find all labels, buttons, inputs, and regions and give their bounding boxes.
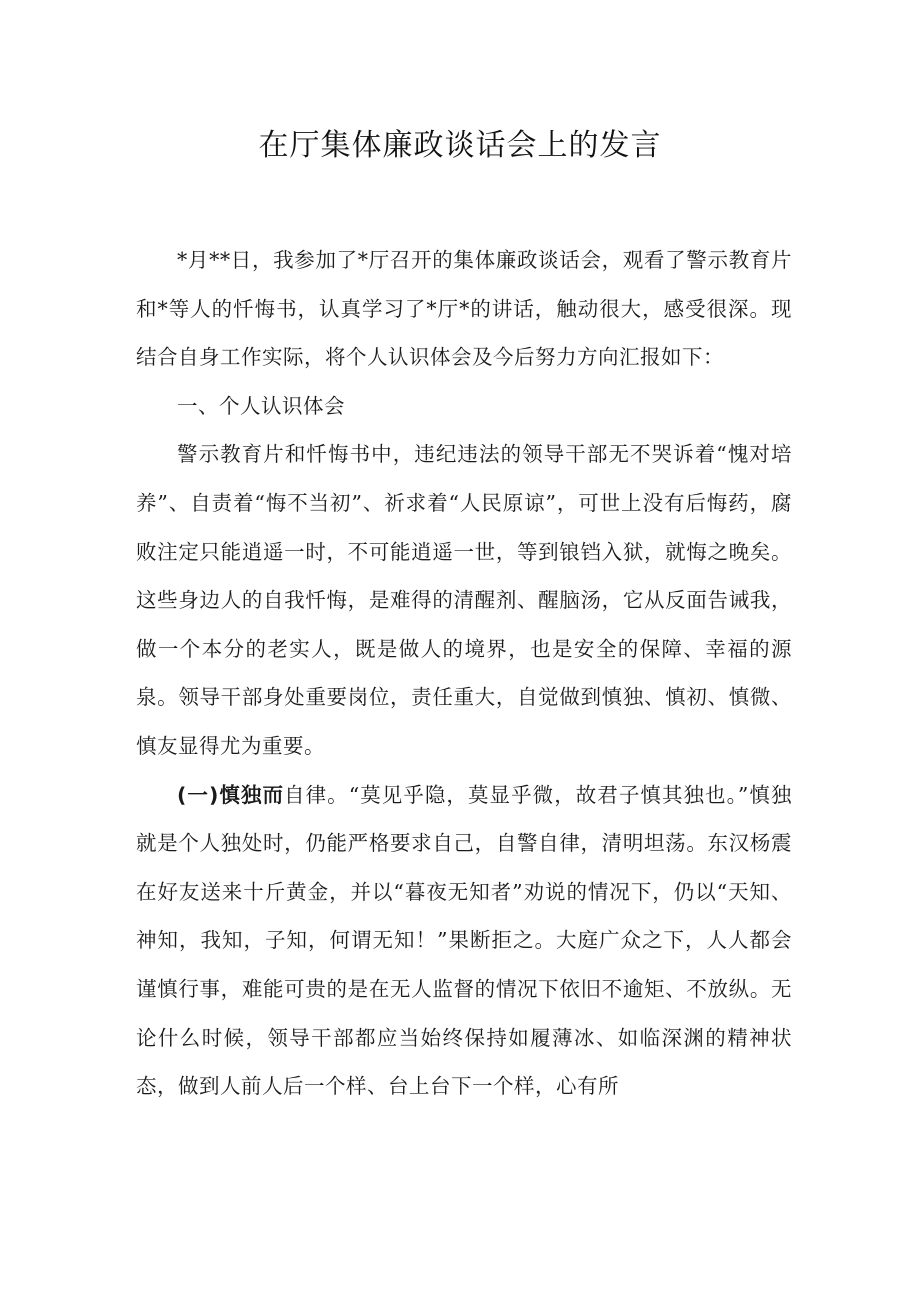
section-paragraph: 警示教育片和忏悔书中，违纪违法的领导干部无不哭诉着“愧对培养”、自责着“悔不当初”、祈求着“人民原谅”，可世上没有后悔药，腐败注定只能逍遥一时，不可能逍遥一世，等到锒铛入狱，就悔之晚矣。这些身边人的自我忏悔，是难得的清醒剂、醒脑汤，它从反面告诫我，做一个本分的老实人，既是做人的境界，也是安全的保障、幸福的源泉。领导干部身处重要岗位，责任重大，自觉做到慎独、慎初、慎微、慎友显得尤为重要。 bbox=[136, 442, 792, 758]
subsection-paragraph bbox=[136, 771, 792, 1111]
subsection-text: 自律。“莫见乎隐，莫显乎微，故君子慎其独也。”慎独就是个人独处时，仍能严格要求自己，自警自律，清明坦荡。东汉杨震在好友送来十斤黄金，并以“暮夜无知者”劝说的情况下，仍以“天知、神知，我知，子知，何谓无知！”果断拒之。大庭广众之下，人人都会谨慎行事，难能可贵的是在无人监督的情况下依旧不逾矩、不放纵。无论什么时候，领导干部都应当始终保持如履薄冰、如临深渊的精神状态，做到人前人后一个样、台上台下一个样，心有所 bbox=[136, 782, 792, 1099]
document-title: 在厅集体廉政谈话会上的发言 bbox=[258, 128, 662, 163]
document-body bbox=[136, 236, 792, 1111]
subsection-heading: (一)慎独而 bbox=[177, 782, 285, 807]
section-heading: 一、个人认识体会 bbox=[177, 393, 345, 418]
intro-paragraph: *月**日，我参加了*厅召开的集体廉政谈话会，观看了警示教育片和*等人的忏悔书，认真学习了*厅*的讲话，触动很大，感受很深。现结合自身工作实际，将个人认识体会及今后努力方向汇报如下： bbox=[136, 248, 792, 370]
